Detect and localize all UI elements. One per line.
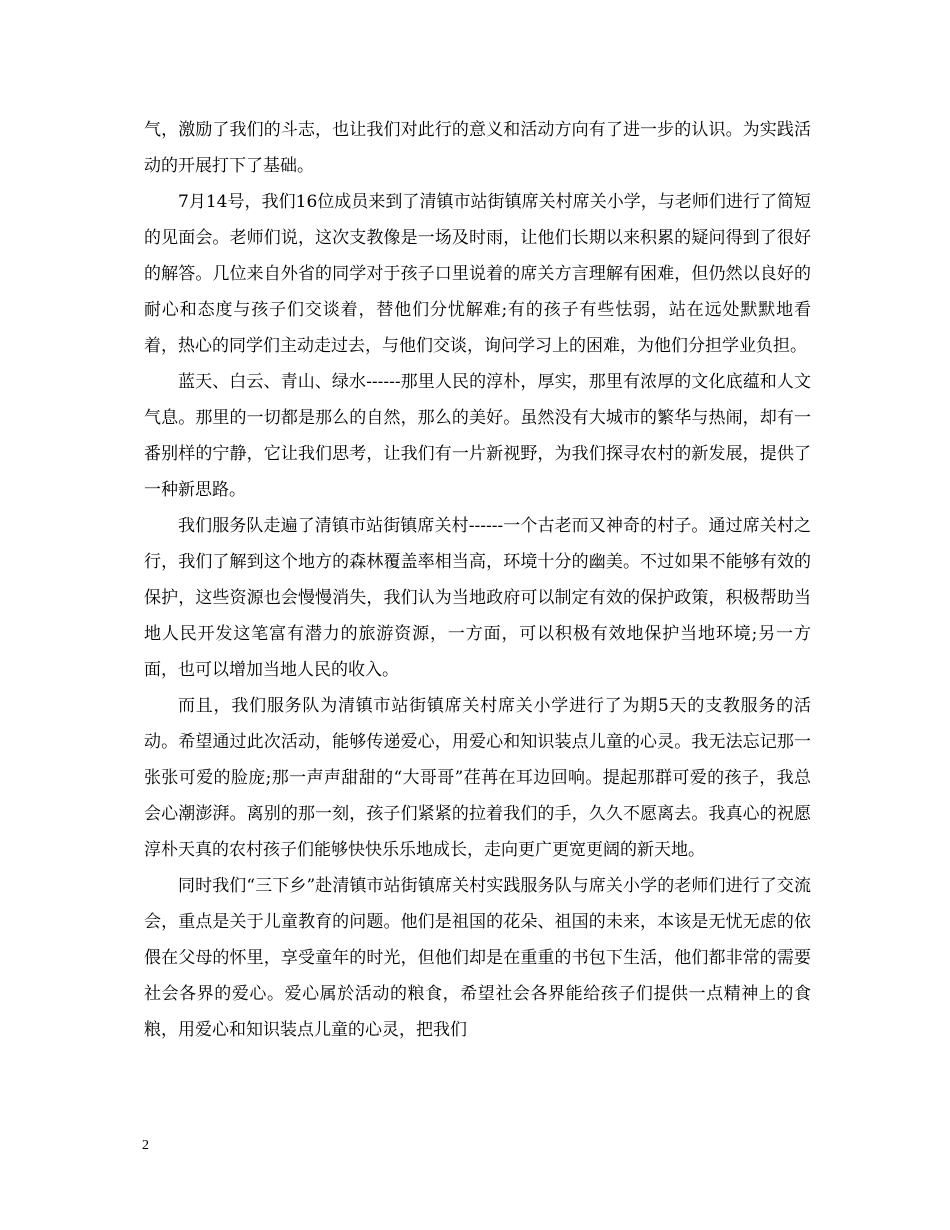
paragraph-4: 我们服务队走遍了清镇市站街镇席关村------一个古老而又神奇的村子。通过席关村之行，我们了解到这个地方的森林覆盖率相当高，环境十分的幽美。不过如果不能够有效的保护，这些资源也会慢慢消失，我们认为当地政府可以制定有效的保护政策，积极帮助当地人民开发这笔富有潜力的旅游资源，一方面，可以积极有效地保护当地环境;另一方面，也可以增加当地人民的收入。: [144, 516, 811, 680]
paragraph-5: 而且，我们服务队为清镇市站街镇席关村席关小学进行了为期5天的支教服务的活动。希望通过此次活动，能够传递爱心，用爱心和知识装点儿童的心灵。我无法忘记那一张张可爱的脸庞;那一声声甜甜的“大哥哥”荏苒在耳边回响。提起那群可爱的孩子，我总会心潮澎湃。离别的那一刻，孩子们紧紧的拉着我们的手，久久不愿离去。我真心的祝愿淳朴天真的农村孩子们能够快快乐乐地成长，走向更广更宽更阔的新天地。: [144, 696, 811, 860]
page-number: 2: [142, 1138, 149, 1153]
body-text: [144, 112, 811, 1048]
paragraph-2: 7月14号，我们16位成员来到了清镇市站街镇席关村席关小学，与老师们进行了简短的见面会。老师们说，这次支教像是一场及时雨，让他们长期以来积累的疑问得到了很好的解答。几位来自外省的同学对于孩子口里说着的席关方言理解有困难，但仍然以良好的耐心和态度与孩子们交谈着，替他们分忧解难;有的孩子有些怯弱，站在远处默默地看着，热心的同学们主动走过去，与他们交谈，询问学习上的困难，为他们分担学业负担。: [144, 192, 811, 356]
paragraph-1: 气，激励了我们的斗志，也让我们对此行的意义和活动方向有了进一步的认识。为实践活动的开展打下了基础。: [144, 120, 811, 176]
paragraph-3: 蓝天、白云、青山、绿水------那里人民的淳朴，厚实，那里有浓厚的文化底蕴和人文气息。那里的一切都是那么的自然，那么的美好。虽然没有大城市的繁华与热闹，却有一番别样的宁静，它让我们思考，让我们有一片新视野，为我们探寻农村的新发展，提供了一种新思路。: [144, 372, 811, 500]
paragraph-6: 同时我们“三下乡”赴清镇市站街镇席关村实践服务队与席关小学的老师们进行了交流会，重点是关于儿童教育的问题。他们是祖国的花朵、祖国的未来，本该是无忧无虑的依偎在父母的怀里，享受童年的时光，但他们却是在重重的书包下生活，他们都非常的需要社会各界的爱心。爱心属於活动的粮食，希望社会各界能给孩子们提供一点精神上的食粮，用爱心和知识装点儿童的心灵，把我们: [144, 876, 811, 1040]
